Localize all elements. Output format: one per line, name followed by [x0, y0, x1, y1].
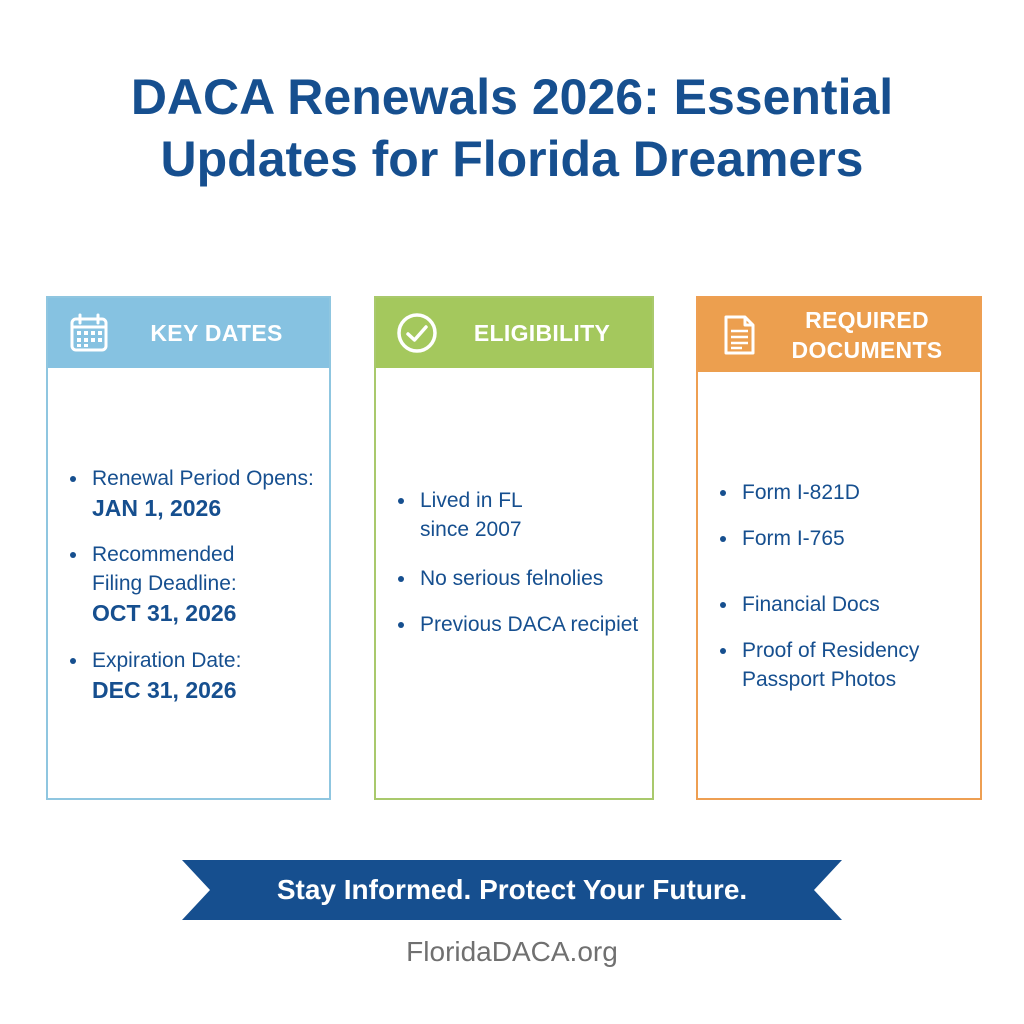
slogan-banner — [182, 860, 842, 920]
eligibility-text: No serious felnolies — [420, 567, 604, 590]
checkmark-circle-icon — [396, 312, 438, 354]
bullet-icon — [398, 622, 404, 628]
eligibility-text: since 2007 — [420, 518, 522, 541]
key-date-filing-deadline — [66, 540, 325, 628]
required-documents-header — [698, 298, 980, 372]
bullet-icon — [70, 658, 76, 664]
eligibility-header — [376, 298, 652, 368]
document-text: Form I-821D — [742, 481, 860, 504]
key-date-value: OCT 31, 2026 — [92, 600, 237, 626]
key-date-label: Renewal Period Opens: — [92, 467, 314, 490]
required-documents-heading — [762, 305, 972, 365]
key-date-label: Filing Deadline: — [92, 572, 237, 595]
required-documents-heading-line-1: REQUIRED — [805, 307, 929, 333]
eligibility-item — [394, 610, 648, 639]
key-date-renewal-opens — [66, 464, 325, 523]
page-title-line-1: DACA Renewals 2026: Essential — [130, 69, 894, 125]
eligibility-text: Lived in FL — [420, 489, 523, 512]
document-item — [716, 636, 976, 694]
bullet-icon — [398, 576, 404, 582]
document-item — [716, 524, 976, 553]
bullet-icon — [398, 498, 404, 504]
bullet-icon — [70, 552, 76, 558]
key-date-value: DEC 31, 2026 — [92, 677, 237, 703]
bullet-icon — [720, 490, 726, 496]
key-dates-heading: KEY DATES — [150, 320, 283, 346]
page-title — [40, 66, 984, 190]
document-item — [716, 590, 976, 619]
document-text: Passport Photos — [742, 668, 897, 691]
bullet-icon — [720, 602, 726, 608]
key-dates-card — [46, 296, 331, 800]
required-documents-card — [696, 296, 982, 800]
required-documents-heading-line-2: DOCUMENTS — [791, 337, 943, 363]
key-date-expiration — [66, 646, 325, 705]
document-item — [716, 478, 976, 507]
footer-website: FloridaDACA.org — [406, 936, 618, 967]
document-text: Financial Docs — [742, 593, 880, 616]
calendar-icon — [68, 312, 110, 354]
bullet-icon — [70, 476, 76, 482]
eligibility-item — [394, 564, 648, 593]
bullet-icon — [720, 648, 726, 654]
document-icon — [718, 314, 760, 356]
document-text: Form I-765 — [742, 527, 845, 550]
key-date-value: JAN 1, 2026 — [92, 495, 222, 521]
key-date-label: Recommended — [92, 543, 235, 566]
bullet-icon — [720, 536, 726, 542]
eligibility-item — [394, 486, 648, 544]
key-dates-header — [48, 298, 329, 368]
eligibility-text: Previous DACA recipiet — [420, 613, 639, 636]
slogan-text: Stay Informed. Protect Your Future. — [276, 874, 748, 905]
document-text: Proof of Residency — [742, 639, 920, 662]
key-date-label: Expiration Date: — [92, 649, 242, 672]
page-title-line-2: Updates for Florida Dreamers — [160, 131, 864, 187]
eligibility-heading: ELIGIBILITY — [473, 320, 611, 346]
eligibility-card — [374, 296, 654, 800]
